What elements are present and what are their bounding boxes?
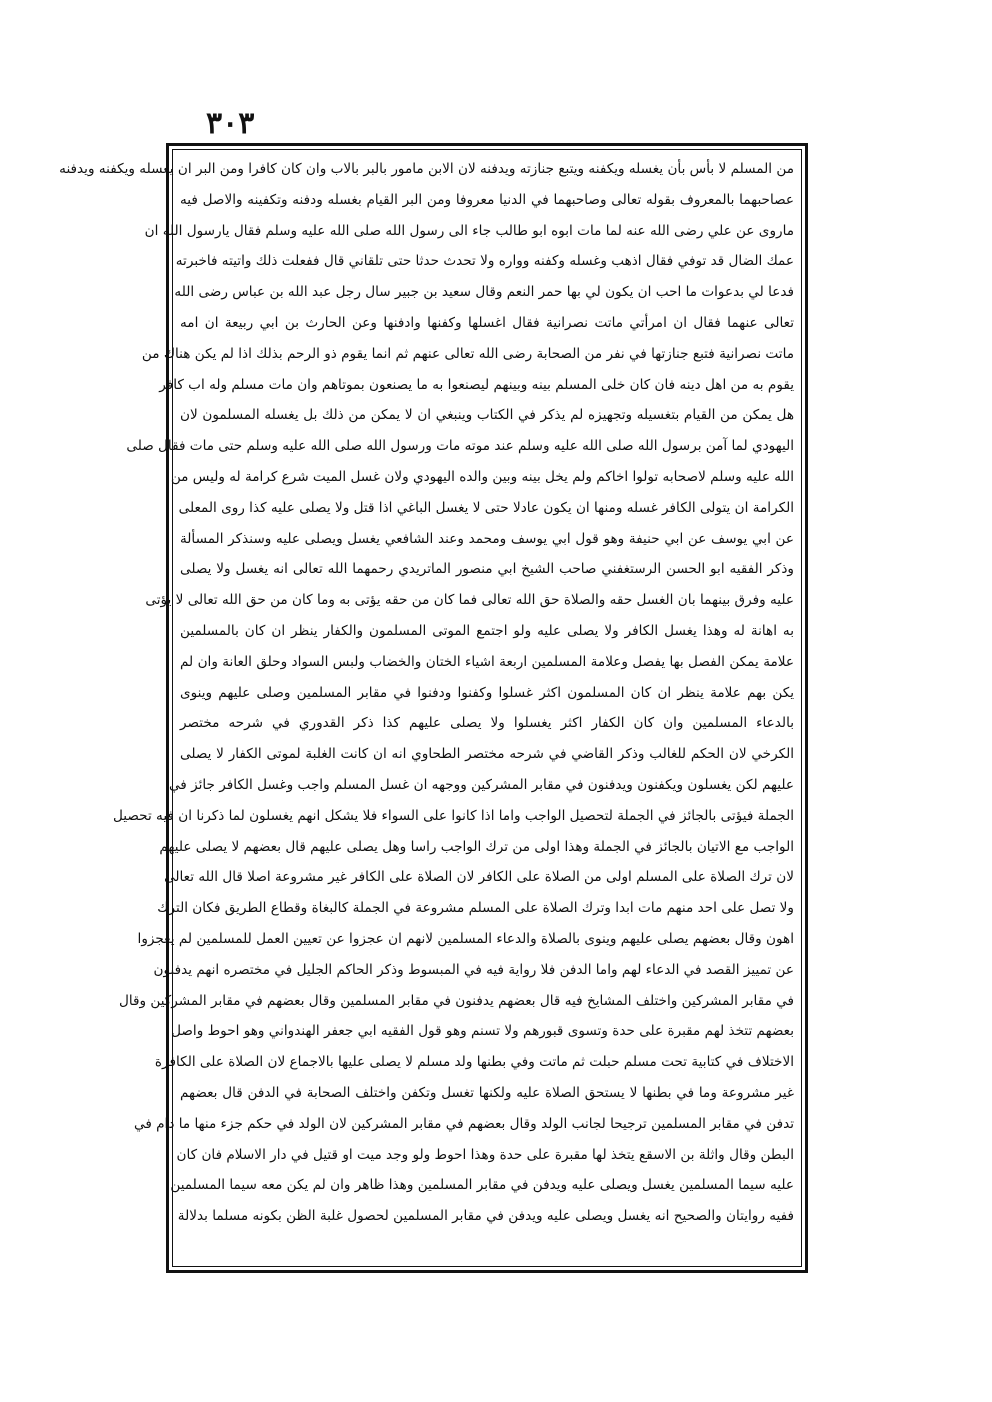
- text-line: الاختلاف في كتابية تحت مسلم حبلت ثم ماتت وفي بطنها ولد مسلم لا يصلى عليها بالاجماع لان الصلاة على الكافرة: [154, 1054, 794, 1071]
- text-line: من المسلم لا بأس بأن يغسله ويكفنه ويتبع جنازته ويدفنه لان الابن مامور بالبر بالاب وان كان كافرا ومن البر ان يغسله ويكفنه ويدفنه: [59, 161, 794, 177]
- text-line: عليهم لكن يغسلون ويكفنون ويدفنون في مقابر المشركين ووجهه ان غسل المسلم واجب وغسل الكافر جائز في: [168, 776, 794, 793]
- text-line: فدعا لي بدعوات ما احب ان يكون لي بها حمر النعم وقال سعيد بن جبير سال رجل عبد الله بن عباس رضى الله: [174, 284, 794, 301]
- text-line: بالدعاء المسلمين وان كان الكفار اكثر يغسلوا ولا يصلى عليهم كذا ذكر القدوري في شرحه مختصر: [180, 715, 794, 732]
- text-line: عليه وفرق بينهما بان الغسل حقه والصلاة حق الله تعالى فما كان من حقه يؤتى به وما كان من حق الله تعالى لا يؤتى: [145, 592, 794, 609]
- text-line: علامة يمكن الفصل بها يفصل وعلامة المسلمين اربعة اشياء الختان والخضاب ولبس السواد وحلق العانة وان لم: [180, 653, 794, 670]
- text-line: وذكر الفقيه ابو الحسن الرستغفني صاحب الشيخ ابي منصور الماتريدي رحمهما الله تعالى انه يغسل ولا يصلى: [180, 561, 794, 578]
- text-line: يكن بهم علامة ينظر ان كان المسلمون اكثر غسلوا وكفنوا ودفنوا في مقابر المسلمين وصلى عليهم وينوى: [180, 684, 794, 701]
- text-line: الجملة فيؤتى بالجائز في الجملة لتحصيل الواجب واما اذا كانوا على السواء فلا يشكل انهم يغسلون لما ذكرنا ان فيه تحصيل: [112, 807, 794, 824]
- text-line: اهون وقال بعضهم يصلى عليهم وينوى بالصلاة والدعاء المسلمين لانهم ان عجزوا عن تعيين العمل للمسلمين لم يعجزوا: [137, 930, 794, 947]
- text-line: ماتت نصرانية فتبع جنازتها في نفر من الصحابة رضى الله تعالى عنهم ثم انما يقوم ذو الرحم بذلك اذا لم يكن هناك من: [141, 345, 794, 362]
- text-line: ففيه روايتان والصحيح انه يغسل ويصلى عليه ويدفن في مقابر المسلمين لحصول غلبة الظن بكونه مسلما بدلالة: [177, 1208, 794, 1225]
- text-line: عمك الضال قد توفي فقال اذهب وغسله وكفنه وواره ولا تحدث حدثا حتى تلقاني قال ففعلت ذلك واتيته فاخبرته: [175, 253, 794, 270]
- text-line: يقوم به من اهل دينه فان كان خلى المسلم بينه وبينهم ليصنعوا به ما يصنعون بموتاهم وان مات مسلم وله اب كافر: [159, 376, 794, 393]
- text-line: ولا تصل على احد منهم مات ابدا وترك الصلاة على المسلم مشروعة في الجملة كالبغاة وقطاع الطريق فكان الترك: [157, 900, 794, 917]
- text-line: هل يمكن من القيام بتغسيله وتجهيزه لم يذكر في الكتاب وينبغي ان لا يمكن من ذلك بل يغسله المسلمون لان: [180, 407, 794, 424]
- text-line: الله عليه وسلم لاصحابه تولوا اخاكم ولم يخل بينه وبين والده اليهودي ولان غسل الميت شرع كرامة له وليس من: [170, 468, 794, 485]
- text-line: ماروى عن علي رضى الله عنه لما مات ابوه ابو طالب جاء الى رسول الله صلى الله عليه وسلم فقال يارسول الله ان: [144, 222, 794, 239]
- page-number: ٣٠٣: [206, 106, 255, 141]
- text-line: عن تمييز القصد في الدعاء لهم واما الدفن فلا رواية فيه في المبسوط وذكر الحاكم الجليل في مختصره انهم يدفنون: [153, 961, 794, 978]
- text-line: تعالى عنهما فقال ان امرأتي ماتت نصرانية فقال اغسلها وكفنها وادفنها وعن الحارث بن ابي ربيعة ان امه: [180, 314, 794, 331]
- text-line: البطن وقال واثلة بن الاسقع يتخذ لها مقبرة على حدة وهذا احوط ولو وجد ميت او قتيل في دار الاسلام فان كان: [176, 1146, 794, 1163]
- text-line: الكرخي لان الحكم للغالب وذكر القاضي في شرحه مختصر الطحاوي انه ان كانت الغلبة لموتى الكفار لا يصلى: [180, 746, 794, 763]
- text-line: به اهانة له وهذا يغسل الكافر ولا يصلى عليه ولو اجتمع الموتى المسلمون والكفار ينظر ان كان بالمسلمين: [180, 622, 794, 639]
- text-line: اليهودي لما آمن برسول الله صلى الله عليه وسلم عند موته مات ورسول الله صلى الله عليه وسلم حتى مات فقال صلى: [126, 438, 794, 455]
- text-line: بعضهم تتخذ لهم مقبرة على حدة وتسوى قبورهم ولا تسنم وهو قول الفقيه ابي جعفر الهندواني وهو احوط واصل: [171, 1023, 794, 1040]
- text-line: تدفن في مقابر المسلمين ترجيحا لجانب الولد وقال بعضهم في مقابر المشركين لان الولد في حكم جزء منها ما دام في: [133, 1115, 794, 1132]
- text-line: في مقابر المشركين واختلف المشايخ فيه قال بعضهم يدفنون في مقابر المسلمين وقال بعضهم في مقابر المشركين وقال: [118, 992, 794, 1009]
- text-line: عصاحبهما بالمعروف بقوله تعالى وصاحبهما في الدنيا معروفا ومن البر القيام بغسله ودفنه وتكفينه والاصل فيه: [180, 191, 794, 208]
- text-line: الواجب مع الاتيان بالجائز في الجملة وهذا اولى من ترك الواجب راسا وهل يصلى عليهم قال بعضهم لا يصلى عليهم: [159, 838, 794, 855]
- text-line: الكرامة ان يتولى الكافر غسله ومنها ان يكون عادلا حتى لا يغسل الباغي اذا قتل ولا يصلى عليه كذا روى المعلى: [178, 499, 794, 516]
- text-line: عن ابي يوسف عن ابي حنيفة وهو قول ابي يوسف ومحمد وعند الشافعي يغسل ويصلى عليه وسنذكر المسألة: [180, 530, 794, 547]
- text-line: لان ترك الصلاة على المسلم اولى من الصلاة على الكافر لان الصلاة على الكافر غير مشروعة اصلا قال الله تعالى: [164, 869, 794, 886]
- text-line: غير مشروعة وما في بطنها لا يستحق الصلاة عليه ولكنها تغسل وتكفن واختلف الصحابة في الدفن قال بعضهم: [180, 1084, 794, 1101]
- text-line: عليه سيما المسلمين يغسل ويصلى عليه ويدفن في مقابر المسلمين وهذا ظاهر وان لم يكن معه سيما المسلمين: [170, 1177, 794, 1194]
- body-text: [59, 154, 794, 1264]
